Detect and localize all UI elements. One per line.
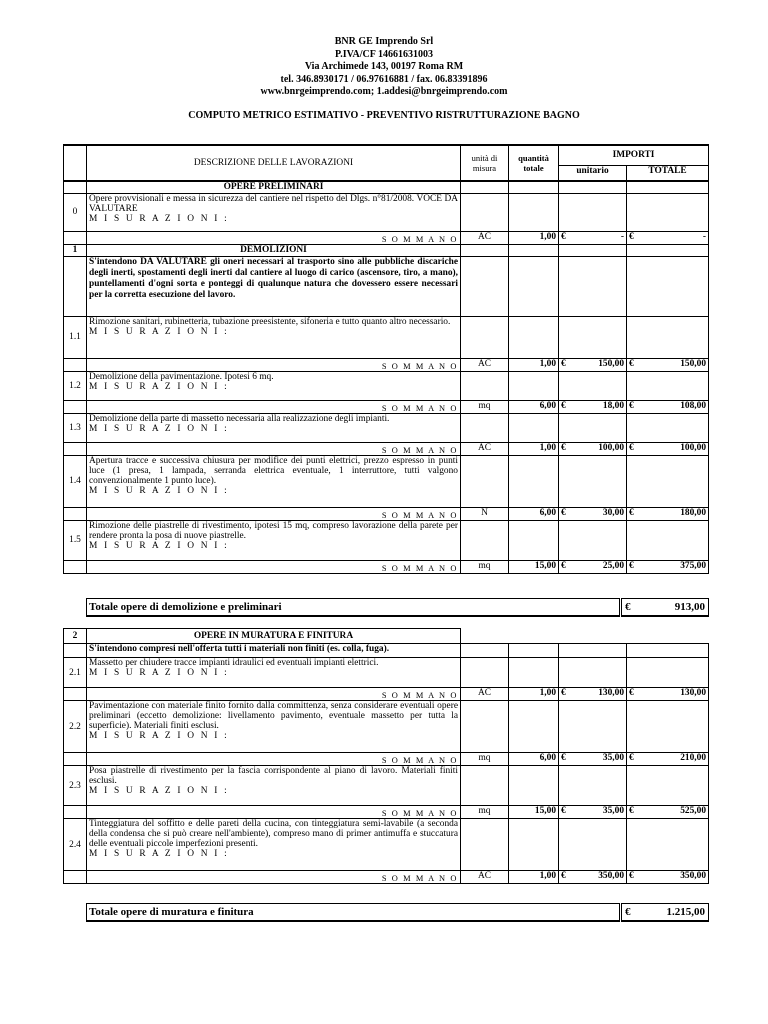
sommano-row: S O M M A N O AC 1,00 € 100,00 € 100,00 (64, 442, 709, 455)
item-row: 2.3 Posa piastrelle di rivestimento per la fascia corrispondente al piano di lavoro. Materiali finiti esclusi. M I S U R A Z I O N I : (64, 766, 709, 806)
company-header (0, 36, 768, 99)
quantity-col-header: quantità totale (509, 145, 559, 181)
amounts-col-header: IMPORTI (559, 145, 709, 165)
unit-col-header: unità di misura (461, 145, 509, 181)
total-masonry-label-box: Totale opere di muratura e finitura (86, 903, 620, 922)
section-row: 1 DEMOLIZIONI (64, 244, 709, 256)
company-vat: P.IVA/CF 14661631003 (335, 48, 433, 60)
item-row (64, 193, 709, 231)
item-row: 1.1 Rimozione sanitari, rubinetteria, tubazione preesistente, sifoneria e tutto quanto altro necessario. M I S U R A Z I O N I : (64, 316, 709, 358)
num-col-header (64, 145, 87, 181)
company-web: www.bnrgeimprendo.com; 1.addesi@bnrgeimprendo.com (260, 86, 508, 97)
item-row: 2.2 Pavimentazione con materiale finito fornito dalla committenza, senza considerare eventuali opere preliminari (eccetto demolizione: livellamento pavimento, eventuale massetto per tutta la superficie). Materiali finiti esclusi. M I S U R A Z I O N I : (64, 701, 709, 753)
total-col-header: TOTALE (627, 165, 709, 181)
sommano-row: S O M M A N O mq 15,00 € 35,00 € 525,00 (64, 806, 709, 819)
unit-price-col-header: unitario (559, 165, 627, 181)
sommano-row: S O M M A N O AC 1,00 € - € - (64, 231, 709, 244)
section-note: S'intendono DA VALUTARE gli oneri necessari al trasporto sino alle pubbliche discariche degli inerti, spostamenti degli inerti dal cantiere al luogo di carico (ascensore, tiro, a mano), puntellamenti d'ogni sorta e ponteggi di qualunque natura che dovessero essere necessari per la corretta esecuzione del lavoro. (87, 256, 461, 316)
company-name: BNR GE Imprendo Srl (334, 36, 434, 47)
sommano-row: S O M M A N O mq 6,00 € 18,00 € 108,00 (64, 400, 709, 413)
sommano-row: S O M M A N O mq 15,00 € 25,00 € 375,00 (64, 560, 709, 573)
sommano-row: S O M M A N O N 6,00 € 30,00 € 180,00 (64, 507, 709, 520)
sommano-row: S O M M A N O mq 6,00 € 35,00 € 210,00 (64, 753, 709, 766)
sommano-row: S O M M A N O AC 1,00 € 150,00 € 150,00 (64, 358, 709, 371)
section-note: S'intendono compresi nell'offerta tutti i materiali non finiti (es. colla, fuga). (87, 644, 461, 658)
item-row: 1.5 Rimozione delle piastrelle di rivestimento, ipotesi 15 mq, compreso lavorazione della parete per rendere pronta la posa di nuove piastrelle. M I S U R A Z I O N I : (64, 520, 709, 560)
section-row: 2 OPERE IN MURATURA E FINITURA (64, 629, 709, 644)
section-title: OPERE IN MURATURA E FINITURA (87, 629, 461, 644)
total-demolition-label-box: Totale opere di demolizione e preliminari (86, 598, 620, 617)
total-masonry-value-box: € 1.215,00 (621, 903, 709, 922)
item-row: 2.4 Tinteggiatura del soffitto e delle pareti della cucina, con tinteggiatura semi-lavabile (a seconda della condensa che si può creare nell'ambiente), compreso mano di primer antimuffa e stuccatura delle eventuali piccole imperfezioni presenti. M I S U R A Z I O N I : (64, 819, 709, 871)
item-row: 1.4 Apertura tracce e successiva chiusura per modifice dei punti elettrici, prezzo espresso in punti luce (1 presa, 1 lampada, serranda elettrica eventuale, 1 interruttore, tutti valgono convenzionalmente 1 punto luce). M I S U R A Z I O N I : (64, 455, 709, 507)
sommano-row: S O M M A N O AC 1,00 € 350,00 € 350,00 (64, 871, 709, 884)
item-row: 1.2 Demolizione della pavimentazione. Ipotesi 6 mq. M I S U R A Z I O N I : (64, 371, 709, 400)
company-phones: tel. 346.8930171 / 06.97616881 / fax. 06.83391896 (280, 73, 488, 85)
item-number: 0 (64, 193, 87, 231)
section-row (64, 181, 709, 193)
section-note-row (64, 256, 709, 316)
section-title: OPERE PRELIMINARI (87, 181, 461, 193)
company-address: Via Archimede 143, 00197 Roma RM (304, 61, 464, 72)
section-note-row (64, 644, 709, 658)
item-description: Opere provvisionali e messa in sicurezza del cantiere nel rispetto del Dlgs. n°81/2008. VOCE DA VALUTARE M I S U R A Z I O N I : (87, 193, 461, 231)
section-title: DEMOLIZIONI (87, 244, 461, 256)
sommano-row: S O M M A N O AC 1,00 € 130,00 € 130,00 (64, 688, 709, 701)
item-row: 1.3 Demolizione della parte di massetto necessaria alla realizzazione degli impianti. M I S U R A Z I O N I : (64, 413, 709, 442)
item-row: 2.1 Massetto per chiudere tracce impianti idraulici ed eventuali impianti elettrici. M I S U R A Z I O N I : (64, 658, 709, 688)
description-col-header: DESCRIZIONE DELLE LAVORAZIONI (87, 145, 461, 181)
document-title: COMPUTO METRICO ESTIMATIVO - PREVENTIVO RISTRUTTURAZIONE BAGNO (188, 110, 580, 121)
estimate-table-1 (63, 144, 709, 574)
estimate-table-2 (63, 628, 709, 884)
total-demolition-value-box: € 913,00 (621, 598, 709, 617)
